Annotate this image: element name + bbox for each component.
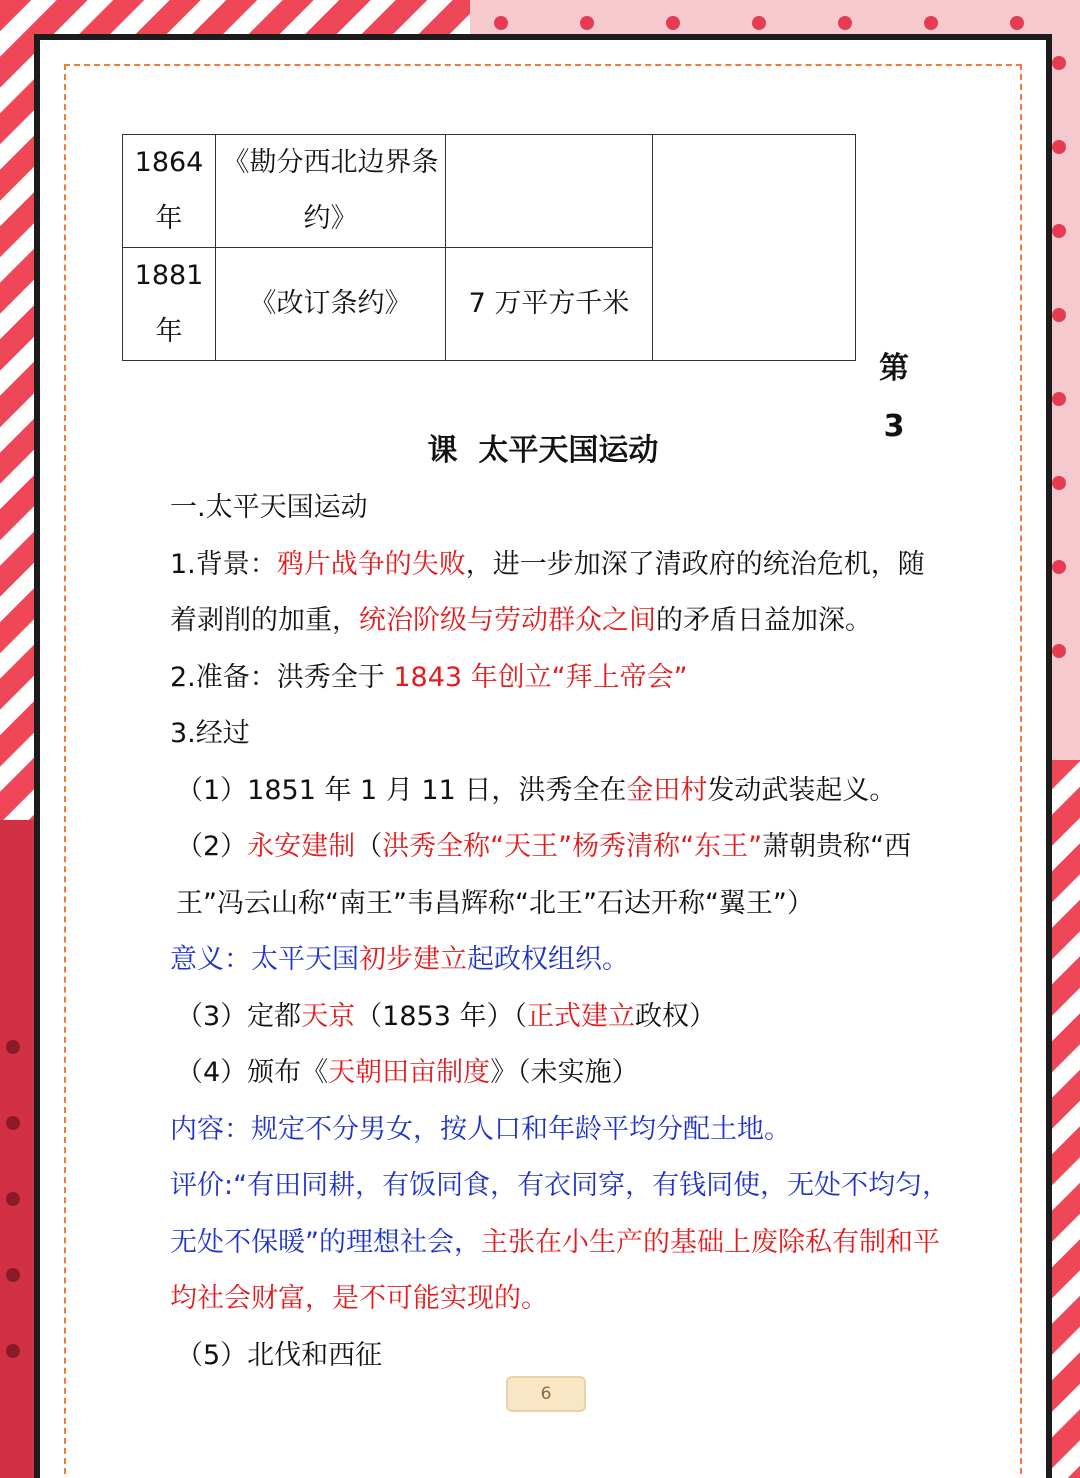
table-row <box>123 135 856 248</box>
decor-dot <box>1052 392 1066 406</box>
decor-dot <box>6 1040 20 1054</box>
table-cell-year: 1881年 <box>123 248 216 361</box>
decor-dot <box>838 16 852 30</box>
prep-label: 2.准备：洪秀全于 <box>170 661 394 693</box>
treaty-table <box>122 134 856 361</box>
prep-highlight: 1843 年创立“拜上帝会” <box>393 661 688 693</box>
decor-dot <box>580 16 594 30</box>
decor-dot <box>1052 308 1066 322</box>
decor-dot <box>494 16 508 30</box>
page-card <box>34 34 1052 1478</box>
decor-dot <box>752 16 766 30</box>
item2-text-1: （ <box>355 831 383 862</box>
item4-text-1: （4）颁布《 <box>176 1057 329 1088</box>
item2-highlight-1: 永安建制 <box>247 831 356 862</box>
item3-highlight-1: 天京 <box>301 1000 356 1032</box>
background-highlight-1: 鸦片战争的失败 <box>276 548 466 580</box>
table-cell-treaty: 《勘分西北边界条约》 <box>216 135 446 248</box>
decor-dot <box>1052 476 1066 490</box>
item2-prefix: （2） <box>176 831 248 862</box>
table-cell-area <box>446 135 653 248</box>
item1-highlight: 金田村 <box>626 774 708 806</box>
item3-text-2: （1853 年）（ <box>355 1000 527 1032</box>
lesson-number-char: 3 <box>883 409 905 444</box>
evaluation-paragraph <box>170 1158 950 1328</box>
notes-content <box>170 480 950 1384</box>
process-item-2 <box>170 819 950 932</box>
content-line: 内容：规定不分男女，按人口和年龄平均分配土地。 <box>170 1113 791 1145</box>
background-label: 1.背景： <box>170 548 277 580</box>
evaluation-red: 主张在小生产的基础上废除私有制和平均社会财富，是不可能实现的。 <box>170 1226 940 1314</box>
decor-dot <box>6 1344 20 1358</box>
background-paragraph <box>170 537 950 650</box>
decor-dot <box>6 1268 20 1282</box>
meaning-blue-2: 起政权组织。 <box>467 944 629 975</box>
decor-dot <box>6 1192 20 1206</box>
background-text-1: ，进一步加深了清政府的统治危机，随着剥削的加重， <box>170 548 925 636</box>
meaning-blue-1: 意义：太平天国 <box>170 944 359 975</box>
process-item-4 <box>170 1045 950 1102</box>
table-cell-area: 7 万平方千米 <box>446 248 653 361</box>
lesson-number-char: 第 <box>879 351 909 386</box>
item2-highlight-2: 洪秀全称“天王”杨秀清称“东王” <box>382 831 763 862</box>
decor-dot <box>1010 16 1024 30</box>
lesson-title: 课 太平天国运动 <box>427 433 659 468</box>
decor-dot <box>1052 224 1066 238</box>
decor-dot <box>1052 140 1066 154</box>
decor-dot <box>666 16 680 30</box>
decor-dot <box>1052 56 1066 70</box>
process-item-1 <box>170 763 950 820</box>
item4-text-2: 》（未实施） <box>490 1057 639 1088</box>
item4-highlight: 天朝田亩制度 <box>328 1057 491 1088</box>
process-item-3 <box>170 989 950 1046</box>
page-number: 6 <box>506 1376 586 1412</box>
process-label: 3.经过 <box>170 718 250 749</box>
item3-text-1: （3）定都 <box>176 1000 302 1032</box>
section-heading: 一.太平天国运动 <box>170 492 368 523</box>
item3-text-3: 政权） <box>634 1000 716 1032</box>
background-text-2: 的矛盾日益加深。 <box>656 605 872 636</box>
background-highlight-2: 统治阶级与劳动群众之间 <box>359 605 656 636</box>
meaning-line <box>170 932 950 989</box>
table-cell-note <box>653 135 856 361</box>
item1-text-1: （1）1851 年 1 月 11 日，洪秀全在 <box>176 774 627 806</box>
decor-dot <box>6 1116 20 1130</box>
decor-dot <box>1052 560 1066 574</box>
decor-dot <box>1052 644 1066 658</box>
meaning-highlight: 初步建立 <box>359 944 467 975</box>
evaluation-blue: 评价:“有田同耕，有饭同食，有衣同穿，有钱同使，无处不均匀，无处不保暖”的理想社会， <box>170 1170 950 1258</box>
item2-text-2: 萧朝贵称“西王”冯云山称“南王”韦昌辉称“北王”石达开称“翼王”） <box>176 831 912 919</box>
decor-dot <box>924 16 938 30</box>
table-cell-treaty: 《改订条约》 <box>216 248 446 361</box>
table-cell-year: 1864年 <box>123 135 216 248</box>
prep-paragraph <box>170 650 950 707</box>
item1-text-2: 发动武装起义。 <box>707 774 897 806</box>
item3-highlight-2: 正式建立 <box>526 1000 635 1032</box>
process-item-5: （5）北伐和西征 <box>176 1339 383 1371</box>
